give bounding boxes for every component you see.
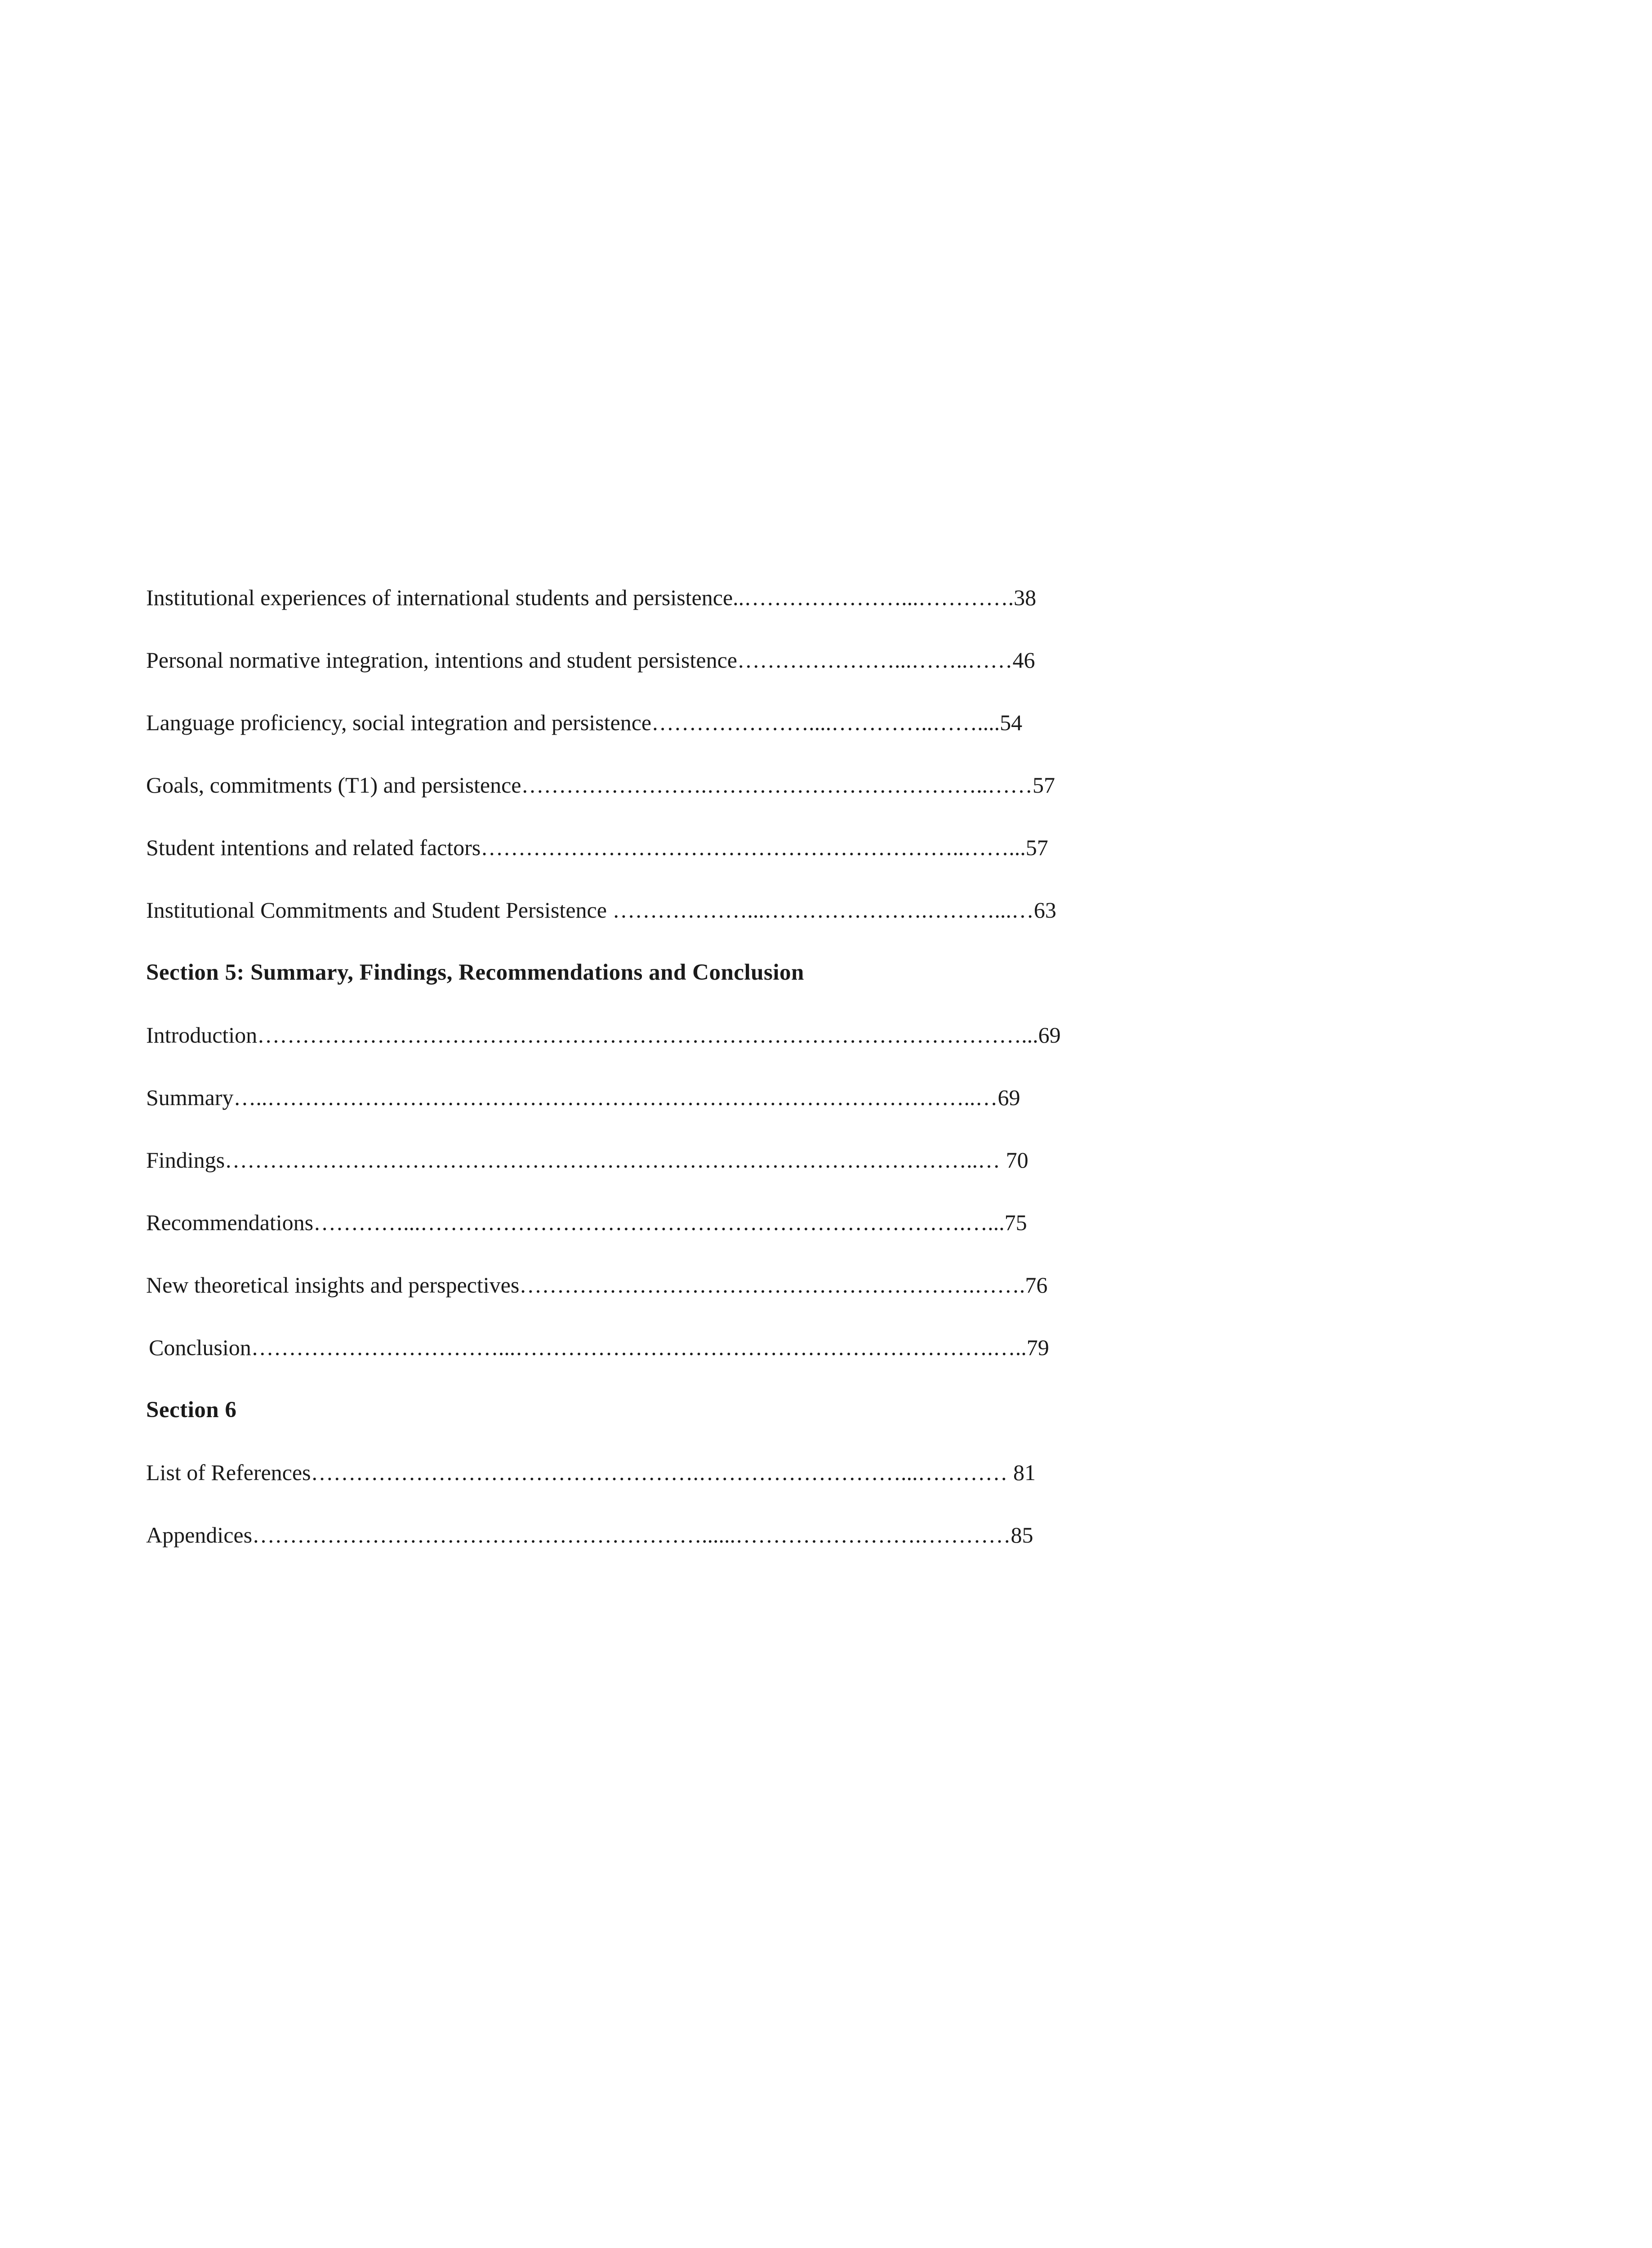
toc-entry-language-proficiency: [146, 691, 1095, 754]
toc-section-title: Section 5: Summary, Findings, Recommendations and Conclusion: [146, 960, 804, 985]
toc-entry-summary: [146, 1066, 1095, 1129]
toc-entry-institutional-commitments: [146, 879, 1095, 941]
toc-entry-title: Personal normative integration, intentions and student persistence…………………...……..……: [146, 647, 1013, 673]
toc-entry-recommendations: [146, 1191, 1095, 1254]
toc-entry-title: Conclusion……………………………...……………………………………………………….…..: [149, 1335, 1027, 1360]
toc-section-heading-6: [146, 1379, 1095, 1441]
toc-entry-page: 63: [1033, 897, 1056, 923]
toc-entry-title: New theoretical insights and perspectives…………………………………………………….…….: [146, 1272, 1025, 1298]
table-of-contents: [146, 566, 1095, 1566]
toc-entry-page: 57: [1033, 772, 1055, 798]
toc-entry-page: 54: [1000, 710, 1023, 735]
toc-entry-page: 81: [1013, 1460, 1036, 1485]
toc-entry-page: 85: [1011, 1522, 1033, 1548]
toc-entry-page: 70: [1006, 1147, 1029, 1173]
toc-entry-introduction: [146, 1004, 1095, 1066]
toc-entry-page: 69: [997, 1085, 1020, 1110]
toc-entry-title: Institutional experiences of international students and persistence..…………………...………….: [146, 585, 1014, 610]
toc-entry-title: List of References…………………………………………….………………………...…………: [146, 1460, 1014, 1485]
toc-entry-page: 38: [1014, 585, 1037, 610]
toc-entry-page: 69: [1038, 1022, 1061, 1048]
toc-entry-title: Findings………………………………………………………………………………………..…: [146, 1147, 1006, 1173]
toc-entry-list-of-references: [146, 1441, 1095, 1504]
toc-entry-page: 76: [1025, 1272, 1048, 1298]
toc-entry-student-intentions: [146, 816, 1095, 879]
toc-entry-goals-commitments: [146, 754, 1095, 816]
toc-entry-conclusion: [146, 1316, 1095, 1379]
toc-entry-institutional-experiences: [146, 566, 1095, 629]
toc-section-heading-5: [146, 941, 1095, 1004]
toc-entry-page: 75: [1004, 1210, 1027, 1235]
toc-entry-title: Appendices……………………………………………………......…………………….…………: [146, 1522, 1011, 1548]
toc-entry-page: 57: [1025, 835, 1048, 860]
toc-entry-title: Introduction…………………………………………………………………………………………...: [146, 1022, 1038, 1048]
toc-section-title: Section 6: [146, 1397, 237, 1423]
toc-entry-title: Goals, commitments (T1) and persistence…………………….………………………………..……: [146, 772, 1033, 798]
toc-entry-page: 46: [1012, 647, 1035, 673]
toc-entry-appendices: [146, 1504, 1095, 1566]
toc-entry-new-theoretical-insights: [146, 1254, 1095, 1316]
toc-entry-page: 79: [1026, 1335, 1049, 1360]
toc-entry-title: Language proficiency, social integration and persistence…………………....…………..……....: [146, 710, 1000, 735]
toc-entry-title: Summary…..…………………………………………………………………………………..…: [146, 1085, 998, 1110]
toc-entry-title: Recommendations…………...……………………………………………………………….…...: [146, 1210, 1005, 1235]
toc-entry-findings: [146, 1129, 1095, 1191]
toc-entry-personal-normative-integration: [146, 629, 1095, 691]
toc-entry-title: Student intentions and related factors………………………………………………………..……...: [146, 835, 1026, 860]
toc-entry-title: Institutional Commitments and Student Persistence ………………...………………….………...…: [146, 897, 1034, 923]
